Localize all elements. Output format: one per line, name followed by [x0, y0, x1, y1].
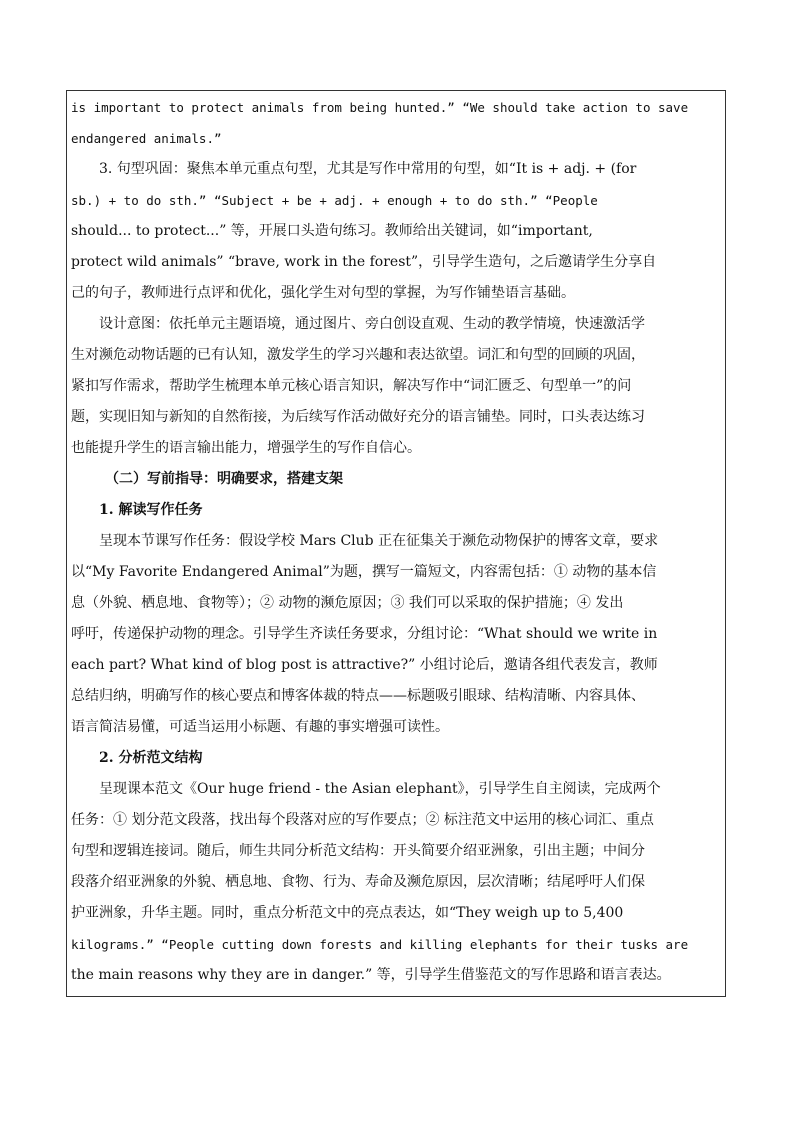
model-analysis-paragraph: 呈现课本范文《Our huge friend - the Asian elephant》，引导学生自主阅读，完成两个	[99, 781, 661, 797]
writing-task-paragraph: 呈现本节课写作任务：假设学校 Mars Club 正在征集关于濒危动物保护的博客文章，要求	[99, 533, 659, 549]
paragraph-line: 己的句子，教师进行点评和优化，强化学生对句型的掌握，为写作铺垫语言基础。	[71, 285, 575, 301]
design-intent-paragraph: 设计意图：依托单元主题语境，通过图片、旁白创设直观、生动的教学情境，快速激活学	[99, 316, 645, 332]
paragraph-line: protect wild animals” “brave, work in the forest”，引导学生造句，之后邀请学生分享自	[71, 254, 657, 270]
paragraph-line: 任务：① 划分范文段落，找出每个段落对应的写作要点；② 标注范文中运用的核心词汇、重点	[71, 812, 654, 828]
document-body	[71, 92, 723, 991]
paragraph-line: is important to protect animals from being hunted.” “We should take action to save	[71, 100, 689, 115]
paragraph-line: kilograms.” “People cutting down forests and killing elephants for their tusks are	[71, 937, 689, 952]
paragraph-line: 呼吁，传递保护动物的理念。引导学生齐读任务要求，分组讨论：“What should we write in	[71, 626, 658, 642]
paragraph-line: 护亚洲象，升华主题。同时，重点分析范文中的亮点表达，如“They weigh up to 5,400	[71, 905, 624, 921]
subsection-heading: 2. 分析范文结构	[99, 750, 203, 766]
paragraph-line: each part? What kind of blog post is attractive?” 小组讨论后，邀请各组代表发言，教师	[71, 657, 658, 673]
paragraph-line: 段落介绍亚洲象的外貌、栖息地、食物、行为、寿命及濒危原因，层次清晰；结尾呼吁人们保	[71, 874, 645, 890]
paragraph-line: 也能提升学生的语言输出能力，增强学生的写作自信心。	[71, 440, 421, 456]
section-heading: （二）写前指导：明确要求，搭建支架	[105, 471, 343, 487]
paragraph-line: 语言简洁易懂，可适当运用小标题、有趣的事实增强可读性。	[71, 719, 449, 735]
paragraph-line: sb.) + to do sth.” “Subject + be + adj. + enough + to do sth.” “People	[71, 193, 598, 208]
paragraph-line: 紧扣写作需求，帮助学生梳理本单元核心语言知识，解决写作中“词汇匮乏、句型单一”的问	[71, 378, 632, 394]
sentence-pattern-item: 3. 句型巩固：聚焦本单元重点句型，尤其是写作中常用的句型，如“It is + adj. + (for	[99, 161, 637, 177]
paragraph-line: 生对濒危动物话题的已有认知，激发学生的学习兴趣和表达欲望。词汇和句型的回顾的巩固，	[71, 347, 645, 363]
paragraph-line: 以“My Favorite Endangered Animal”为题，撰写一篇短文，内容需包括：① 动物的基本信	[71, 564, 657, 580]
subsection-heading: 1. 解读写作任务	[99, 502, 203, 518]
paragraph-line: 句型和逻辑连接词。随后，师生共同分析范文结构：开头简要介绍亚洲象，引出主题；中间分	[71, 843, 645, 859]
paragraph-line: 题，实现旧知与新知的自然衔接，为后续写作活动做好充分的语言铺垫。同时，口头表达练习	[71, 409, 645, 425]
paragraph-line: 息（外貌、栖息地、食物等）；② 动物的濒危原因；③ 我们可以采取的保护措施；④ 发出	[71, 595, 624, 611]
paragraph-line: should... to protect...” 等，开展口头造句练习。教师给出关键词，如“important,	[71, 223, 593, 239]
paragraph-line: the main reasons why they are in danger.” 等，引导学生借鉴范文的写作思路和语言表达。	[71, 967, 671, 983]
paragraph-line: endangered animals.”	[71, 131, 222, 146]
paragraph-line: 总结归纳，明确写作的核心要点和博客体裁的特点——标题吸引眼球、结构清晰、内容具体、	[71, 688, 645, 704]
